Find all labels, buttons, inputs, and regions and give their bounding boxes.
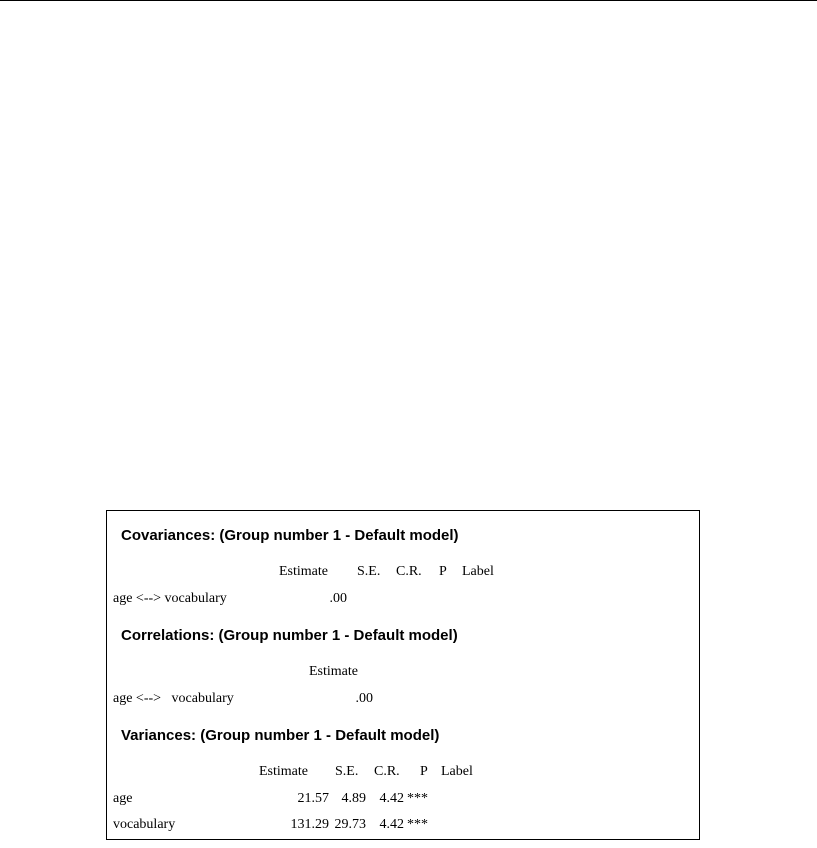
covariances-col-estimate: Estimate	[279, 564, 328, 579]
correlations-col-estimate: Estimate	[309, 664, 358, 679]
correlations-row-param: age <--> vocabulary	[113, 691, 234, 706]
variances-col-label: Label	[441, 764, 473, 779]
variances-row-se: 29.73	[334, 817, 366, 832]
covariances-row-estimate: .00	[329, 591, 347, 606]
variances-row-se: 4.89	[341, 791, 366, 806]
variances-row-p: ***	[407, 791, 428, 806]
correlations-heading: Correlations: (Group number 1 - Default model)	[121, 627, 458, 644]
covariances-row-param: age <--> vocabulary	[113, 591, 227, 606]
variances-col-p: P	[420, 764, 428, 779]
variances-col-se: S.E.	[335, 764, 359, 779]
variances-row-cr: 4.42	[379, 791, 404, 806]
top-rule	[0, 0, 817, 1]
variances-heading: Variances: (Group number 1 - Default model)	[121, 727, 440, 744]
variances-row-estimate: 131.29	[290, 817, 329, 832]
variances-row-estimate: 21.57	[297, 791, 329, 806]
correlations-row-estimate: .00	[355, 691, 373, 706]
covariances-heading: Covariances: (Group number 1 - Default model)	[121, 527, 459, 544]
variances-col-estimate: Estimate	[259, 764, 308, 779]
variances-row-cr: 4.42	[379, 817, 404, 832]
variances-col-cr: C.R.	[374, 764, 400, 779]
variances-row-param: vocabulary	[113, 817, 176, 832]
covariances-col-p: P	[439, 564, 447, 579]
covariances-col-cr: C.R.	[396, 564, 422, 579]
covariances-col-se: S.E.	[357, 564, 381, 579]
covariances-col-label: Label	[462, 564, 494, 579]
variances-row-param: age	[113, 791, 133, 806]
variances-row-p: ***	[407, 817, 428, 832]
amos-output-panel	[106, 510, 700, 840]
